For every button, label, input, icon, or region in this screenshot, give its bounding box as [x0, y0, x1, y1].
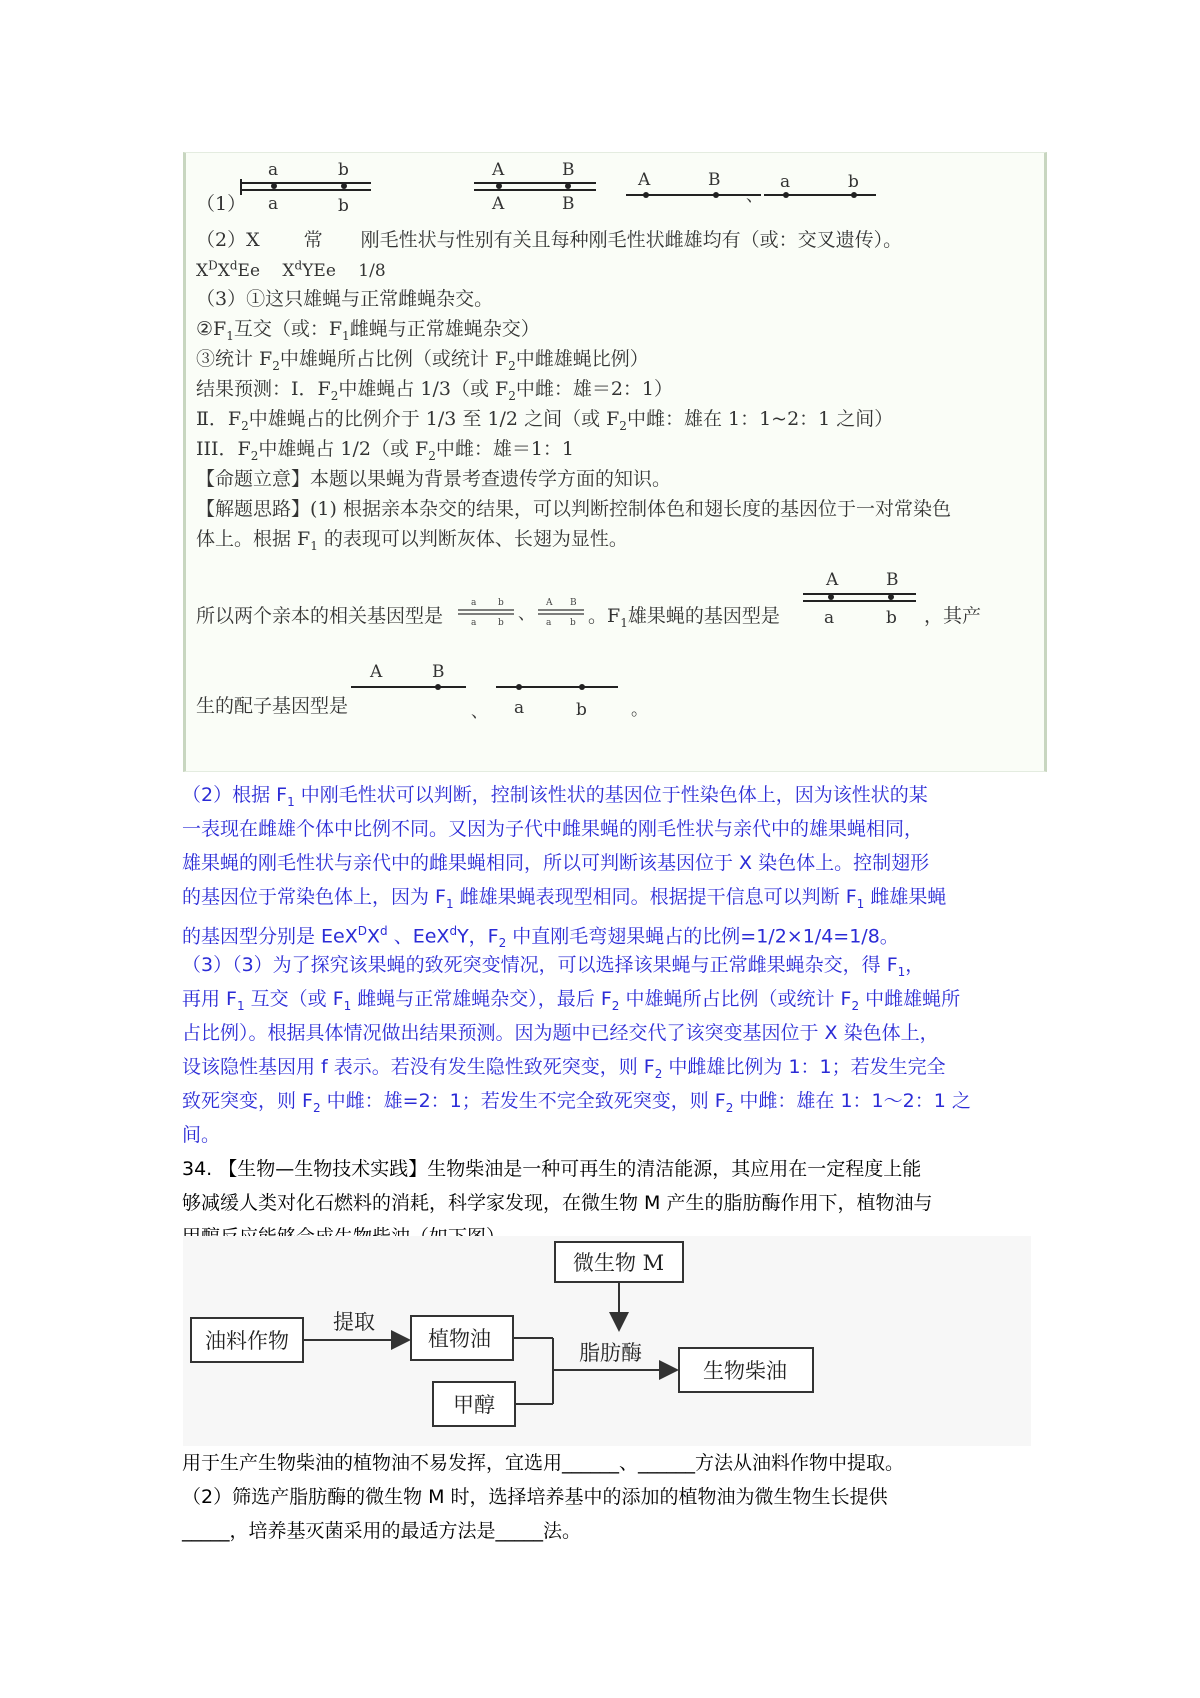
g2-top-a: A: [492, 160, 505, 180]
scan-line-2: （2）X 常 刚毛性状与性别有关且每种刚毛性状雌雄均有（或：交叉遗传）。: [196, 229, 903, 251]
small2-tb: B: [570, 598, 577, 608]
f1-ba: a: [824, 608, 835, 628]
microbe-label: 微生物 M: [573, 1251, 665, 1275]
flow-diagram-svg: [183, 1236, 1031, 1436]
gam2-a: a: [514, 698, 525, 718]
blank-4[interactable]: _____: [495, 1520, 544, 1542]
parents-sep: 、: [518, 604, 535, 624]
q34-line1: 34. 【生物—生物技术实践】生物柴油是一种可再生的清洁能源，其应用在一定程度上能: [182, 1158, 922, 1180]
q34-line2: 够减缓人类对化石燃料的消耗，科学家发现，在微生物 M 产生的脂肪酶作用下，植物油与: [182, 1192, 933, 1214]
scan-line-13d: ，其产: [924, 605, 982, 627]
scan-line-13a: 所以两个亲本的相关基因型是: [196, 605, 444, 627]
blank-2[interactable]: ______: [638, 1452, 696, 1474]
biodiesel-flow-diagram: [183, 1236, 1031, 1446]
answer2-line1: （2）根据 $F_1$ 中刚毛性状可以判断，控制该性状的基因位于性染色体上，因为该性状的某: [182, 784, 928, 809]
answer2-line5: 的基因型分别是 $EeX^DX^d$ 、EeX$^d$Y，$F_2$ 中直刚毛弯翅果蝇占的比例=1/2×1/4=1/8。: [182, 924, 899, 951]
blank-1[interactable]: ______: [562, 1452, 620, 1474]
g2-top-b: B: [562, 160, 575, 180]
scan-line-9: III．$F_2$中雄蝇占 1/2（或 $F_2$中雌：雄＝1：1: [196, 438, 575, 463]
scan-line-14a: 生的配子基因型是: [196, 695, 349, 717]
scan-line-3: $X^DX^dEe$ $X^dYEe$ 1/8: [196, 258, 386, 281]
q34b-line1: 用于生产生物柴油的植物油不易发挥，宜选用______、______方法从油料作物中提取。: [182, 1452, 905, 1474]
answer2-line3: 雄果蝇的刚毛性状与亲代中的雌果蝇相同，所以可判断该基因位于 X 染色体上。控制翅形: [182, 852, 930, 874]
answer3-line6: 间。: [182, 1124, 221, 1146]
g1-top-b: b: [338, 160, 349, 180]
small2-ta: A: [546, 598, 553, 608]
extract-label: 提取: [333, 1310, 375, 1334]
f1-ta: A: [826, 570, 839, 590]
gamete-sep: 、: [471, 702, 488, 722]
answer3-line2: 再用 $F_1$ 互交（或 $F_1$ 雌蝇与正常雄蝇杂交），最后 $F_2$ 中雄蝇所占比例（或统计 $F_2$ 中雌雄蝇所: [182, 988, 961, 1013]
g2-bot-a: A: [492, 194, 505, 214]
blank-3[interactable]: _____: [182, 1520, 230, 1542]
oil-crop-label: 油料作物: [205, 1329, 289, 1353]
g3-sep: 、: [746, 186, 763, 206]
scan-line-5: $②F_1$互交（或：$F_1$雌蝇与正常雄蝇杂交）: [196, 318, 540, 343]
g3-d: b: [848, 172, 859, 192]
f1-tb: B: [886, 570, 899, 590]
q34b-line2: （2）筛选产脂肪酶的微生物 M 时，选择培养基中的添加的植物油为微生物生长提供: [182, 1486, 888, 1508]
gam1-a: A: [370, 662, 383, 682]
scan-line-7: 结果预测：Ⅰ．$F_2$中雄蝇占 1/3（或 $F_2$中雌：雄＝2：1）: [196, 378, 674, 403]
g2-bot-b: B: [562, 194, 575, 214]
answer3-line5: 致死突变，则 $F_2$ 中雌：雄=2：1；若发生不完全致死突变，则 $F_2$ 中雌：雄在 1：1～2：1 之: [182, 1090, 971, 1115]
answer3-line4: 设该隐性基因用 f 表示。若没有发生隐性致死突变，则 $F_2$ 中雌雄比例为 1：1；若发生完全: [182, 1056, 946, 1081]
scan-line-10: 【命题立意】本题以果蝇为背景考查遗传学方面的知识。: [196, 468, 672, 490]
answer2-line2: 一表现在雌雄个体中比例不同。又因为子代中雌果蝇的刚毛性状与亲代中的雄果蝇相同，: [182, 818, 924, 840]
small1-ba: a: [471, 618, 477, 628]
scan-line-6: ③统计 $F_2$中雄蝇所占比例（或统计 $F_2$中雌雄蝇比例）: [196, 348, 649, 373]
gam1-b: B: [432, 662, 445, 682]
scan-line-11: 【解题思路】(1) 根据亲本杂交的结果，可以判断控制体色和翅长度的基因位于一对常染色: [196, 498, 951, 520]
small1-bb: b: [498, 618, 504, 628]
small1-tb: b: [498, 598, 504, 608]
scan-line-12: 体上。根据 $F_1$ 的表现可以判断灰体、长翅为显性。: [196, 528, 628, 553]
gam2-b: b: [576, 700, 587, 720]
g3-a: A: [638, 170, 651, 190]
part1-genotype-diagrams: [186, 153, 1044, 223]
small1-ta: a: [471, 598, 477, 608]
scan-line-13c: 。$F_1$雄果蝇的基因型是: [588, 605, 780, 630]
answer3-line1: （3）（3）为了探究该果蝇的致死突变情况，可以选择该果蝇与正常雌果蝇杂交，得 $F_1$，: [182, 954, 925, 979]
f1-bb: b: [886, 608, 897, 628]
methanol-label: 甲醇: [453, 1393, 495, 1417]
parent-genotype-diagrams: [456, 593, 586, 633]
small2-ba: a: [546, 618, 552, 628]
g3-b: B: [708, 170, 721, 190]
biodiesel-label: 生物柴油: [703, 1359, 787, 1383]
q34b-line3: _____，培养基灭菌采用的最适方法是_____法。: [182, 1520, 582, 1542]
g3-c: a: [780, 172, 791, 192]
lipase-label: 脂肪酶: [579, 1341, 642, 1365]
scan-line-4: （3）①这只雄蝇与正常雌蝇杂交。: [196, 288, 494, 310]
g1-bot-b: b: [338, 196, 349, 216]
scan-line-8: Ⅱ．$F_2$中雄蝇占的比例介于 1/3 至 1/2 之间（或 $F_2$中雌：雄在 1：1~2：1 之间）: [196, 408, 894, 433]
gamete-end: 。: [631, 700, 648, 720]
small2-bb: b: [570, 618, 576, 628]
g1-bot-a: a: [268, 194, 279, 214]
gamete-genotypes: [346, 653, 666, 723]
answer3-line3: 占比例）。根据具体情况做出结果预测。因为题中已经交代了该突变基因位于 X 染色体上，: [182, 1022, 939, 1044]
scanned-answer-image: [183, 152, 1047, 772]
g1-top-a: a: [268, 160, 279, 180]
veg-oil-label: 植物油: [428, 1327, 491, 1351]
f1-male-genotype: [798, 563, 918, 633]
answer2-line4: 的基因位于常染色体上，因为 $F_1$ 雌雄果蝇表现型相同。根据提干信息可以判断 $F_1$ 雌雄果蝇: [182, 886, 947, 911]
part1-label: （1）: [196, 193, 247, 215]
